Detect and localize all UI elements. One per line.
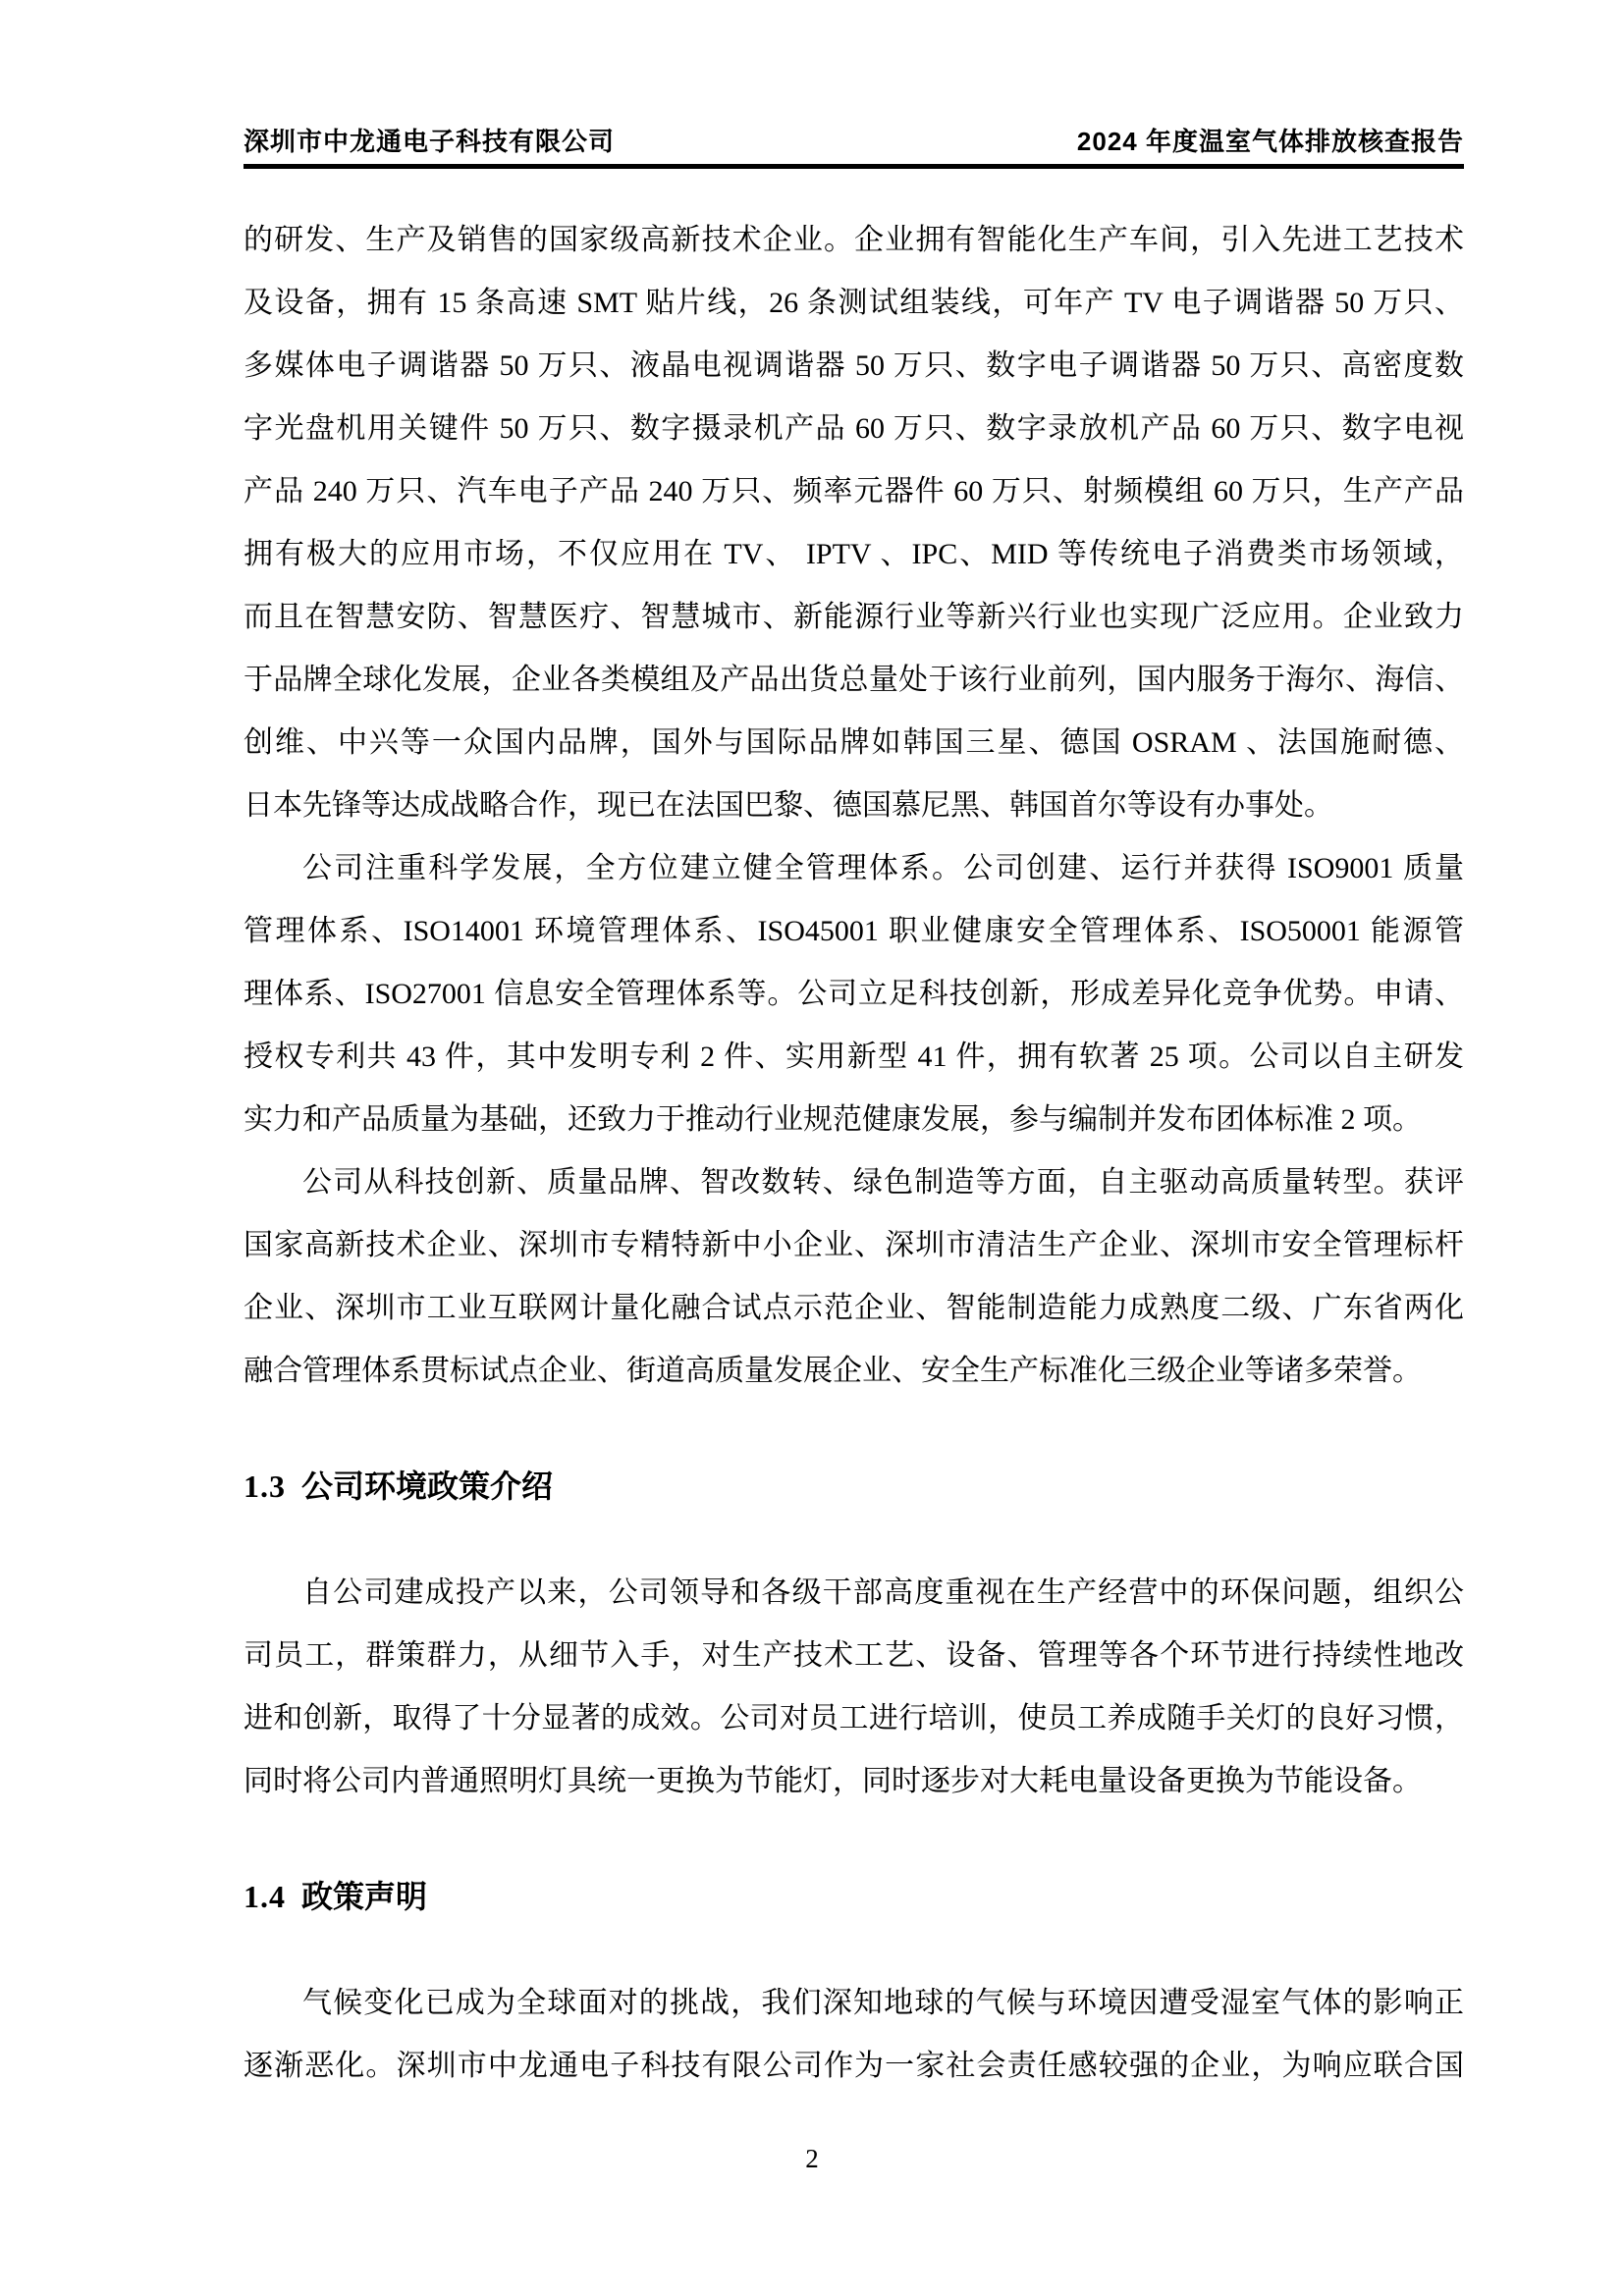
text-line: 字光盘机用关键件 50 万只、数字摄录机产品 60 万只、数字录放机产品 60 万只、数字电视 (244, 412, 1464, 445)
text-line: 理体系、ISO27001 信息安全管理体系等。公司立足科技创新，形成差异化竞争优势。申请、 (244, 978, 1464, 1010)
text-line: 融合管理体系贯标试点企业、街道高质量发展企业、安全生产标准化三级企业等诸多荣誉。 (244, 1355, 1422, 1387)
text-line: 的研发、生产及销售的国家级高新技术企业。企业拥有智能化生产车间，引入先进工艺技术 (244, 224, 1464, 256)
document-body (244, 209, 1464, 2098)
paragraph (244, 1562, 1464, 1813)
text-line: 进和创新，取得了十分显著的成效。公司对员工进行培训，使员工养成随手关灯的良好习惯， (244, 1702, 1464, 1735)
text-line: 拥有极大的应用市场，不仅应用在 TV、 IPTV 、IPC、MID 等传统电子消费类市场领域， (244, 538, 1464, 570)
section-heading-1-3 (244, 1462, 1464, 1511)
paragraph (244, 1151, 1464, 1403)
paragraph (244, 837, 1464, 1151)
text-line: 日本先锋等达成战略合作，现已在法国巴黎、德国慕尼黑、韩国首尔等设有办事处。 (244, 789, 1333, 822)
text-line: 企业、深圳市工业互联网计量化融合试点示范企业、智能制造能力成熟度二级、广东省两化 (244, 1292, 1464, 1324)
text-line: 产品 240 万只、汽车电子产品 240 万只、频率元器件 60 万只、射频模组 60 万只，生产产品 (244, 475, 1464, 507)
text-line: 司员工，群策群力，从细节入手，对生产技术工艺、设备、管理等各个环节进行持续性地改 (244, 1639, 1464, 1672)
text-line: 多媒体电子调谐器 50 万只、液晶电视调谐器 50 万只、数字电子调谐器 50 万只、高密度数 (244, 349, 1464, 382)
header-report-title: 2024 年度温室气体排放核查报告 (1076, 127, 1464, 156)
text-line: 及设备，拥有 15 条高速 SMT 贴片线，26 条测试组装线，可年产 TV 电子调谐器 50 万只、 (244, 287, 1464, 319)
header-company-name: 深圳市中龙通电子科技有限公司 (244, 127, 616, 156)
page-number: 2 (805, 2144, 819, 2173)
section-title: 公司环境政策介绍 (301, 1468, 554, 1504)
text-line: 创维、中兴等一众国内品牌，国外与国际品牌如韩国三星、德国 OSRAM 、法国施耐德、 (244, 726, 1464, 759)
text-line: 授权专利共 43 件，其中发明专利 2 件、实用新型 41 件，拥有软著 25 项。公司以自主研发 (244, 1041, 1464, 1073)
text-line: 逐渐恶化。深圳市中龙通电子科技有限公司作为一家社会责任感较强的企业，为响应联合国 (244, 2050, 1464, 2082)
text-line: 同时将公司内普通照明灯具统一更换为节能灯，同时逐步对大耗电量设备更换为节能设备。 (244, 1765, 1422, 1797)
text-line: 公司注重科学发展，全方位建立健全管理体系。公司创建、运行并获得 ISO9001 质量 (302, 852, 1464, 884)
text-line: 国家高新技术企业、深圳市专精特新中小企业、深圳市清洁生产企业、深圳市安全管理标杆 (244, 1229, 1464, 1261)
text-line: 公司从科技创新、质量品牌、智改数转、绿色制造等方面，自主驱动高质量转型。获评 (302, 1166, 1464, 1199)
text-line: 实力和产品质量为基础，还致力于推动行业规范健康发展，参与编制并发布团体标准 2 项。 (244, 1103, 1422, 1136)
text-line: 于品牌全球化发展，企业各类模组及产品出货总量处于该行业前列，国内服务于海尔、海信、 (244, 664, 1464, 696)
paragraph (244, 1972, 1464, 2098)
text-line: 自公司建成投产以来，公司领导和各级干部高度重视在生产经营中的环保问题，组织公 (302, 1576, 1464, 1609)
page-header (244, 124, 1464, 159)
section-title: 政策声明 (301, 1879, 428, 1914)
header-rule (244, 164, 1464, 169)
text-line: 气候变化已成为全球面对的挑战，我们深知地球的气候与环境因遭受湿室气体的影响正 (302, 1987, 1464, 2019)
section-heading-1-4 (244, 1872, 1464, 1921)
paragraph (244, 209, 1464, 837)
section-number: 1.4 (244, 1879, 286, 1914)
text-line: 管理体系、ISO14001 环境管理体系、ISO45001 职业健康安全管理体系、ISO50001 能源管 (244, 915, 1464, 947)
section-number: 1.3 (244, 1468, 286, 1504)
text-line: 而且在智慧安防、智慧医疗、智慧城市、新能源行业等新兴行业也实现广泛应用。企业致力 (244, 601, 1464, 633)
page-footer (0, 2142, 1624, 2175)
